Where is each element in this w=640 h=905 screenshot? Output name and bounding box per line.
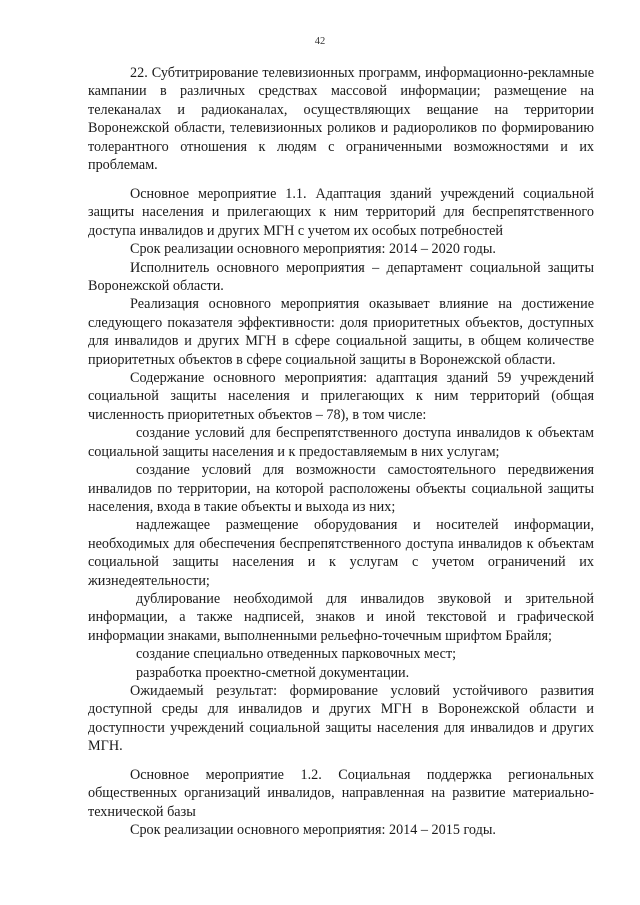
measure-1-1-title: Основное мероприятие 1.1. Адаптация зданий учреждений социальной защиты населения и прилегающих к ним территорий для беспрепятственного доступа инвалидов и других МГН с учетом их особых потребностей bbox=[88, 186, 594, 239]
measure-1-1-executor: Исполнитель основного мероприятия – департамент социальной защиты Воронежской области. bbox=[88, 259, 594, 295]
measure-1-1-period: Срок реализации основного мероприятия: 2014 – 2020 годы. bbox=[130, 241, 496, 258]
measure-1-2-title: Основное мероприятие 1.2. Социальная поддержка региональных общественных организаций инвалидов, направленная на развитие материально-технической базы bbox=[88, 767, 594, 820]
measure-1-1-item: создание условий для беспрепятственного доступа инвалидов к объектам социальной защиты населения и к предоставляемым в них услугам; bbox=[88, 425, 594, 460]
measure-1-1-impact: Реализация основного мероприятия оказывает влияние на достижение следующего показателя эффективности: доля приоритетных объектов, доступных для инвалидов и других МГН в сфере социальной защиты, в общем количестве приоритетных объектов в сфере социальной защиты в Воронежской области. bbox=[88, 296, 594, 368]
page-number: 42 bbox=[314, 36, 326, 47]
measure-1-1-section bbox=[88, 185, 594, 756]
measure-1-1-item: дублирование необходимой для инвалидов звуковой и зрительной информации, а также надписей, знаков и иной текстовой и графической информации знаками, выполненными рельефно-точечным шрифтом Брайля; bbox=[88, 590, 594, 644]
measure-1-2-period: Срок реализации основного мероприятия: 2014 – 2015 годы. bbox=[130, 822, 496, 839]
measure-1-1-item: создание условий для возможности самостоятельного передвижения инвалидов по территории, на которой расположены объекты социальной защиты населения, входа в такие объекты и выхода из них; bbox=[88, 462, 594, 515]
measure-1-1-item: создание специально отведенных парковочных мест; bbox=[136, 646, 457, 663]
measure-1-2-section bbox=[88, 766, 594, 840]
measure-1-1-content: Содержание основного мероприятия: адаптация зданий 59 учреждений социальной защиты населения и прилегающих к ним территорий (общая численность приоритетных объектов – 78), в том числе: bbox=[88, 370, 594, 423]
measure-1-1-item: надлежащее размещение оборудования и носителей информации, необходимых для обеспечения беспрепятственного доступа инвалидов к объектам социальной защиты населения и к услугам с учетом ограничений их жизнедеятельности; bbox=[88, 517, 594, 589]
measure-1-1-item: разработка проектно-сметной документации. bbox=[136, 664, 410, 681]
item-22-paragraph: 22. Субтитрирование телевизионных программ, информационно-рекламные кампании в различных средствах массовой информации; размещение на телеканалах и радиоканалах, осуществляющих вещание на территории Воронежской области, телевизионных роликов и радиороликов по формированию толерантного отношения к людям с ограниченными возможностями и их проблемам. bbox=[88, 65, 594, 174]
measure-1-1-result: Ожидаемый результат: формирование условий устойчивого развития доступной среды для инвалидов и других МГН в Воронежской области и доступности учреждений социальной защиты населения для инвалидов и других МГН. bbox=[88, 682, 594, 755]
item-22-section bbox=[88, 64, 594, 174]
